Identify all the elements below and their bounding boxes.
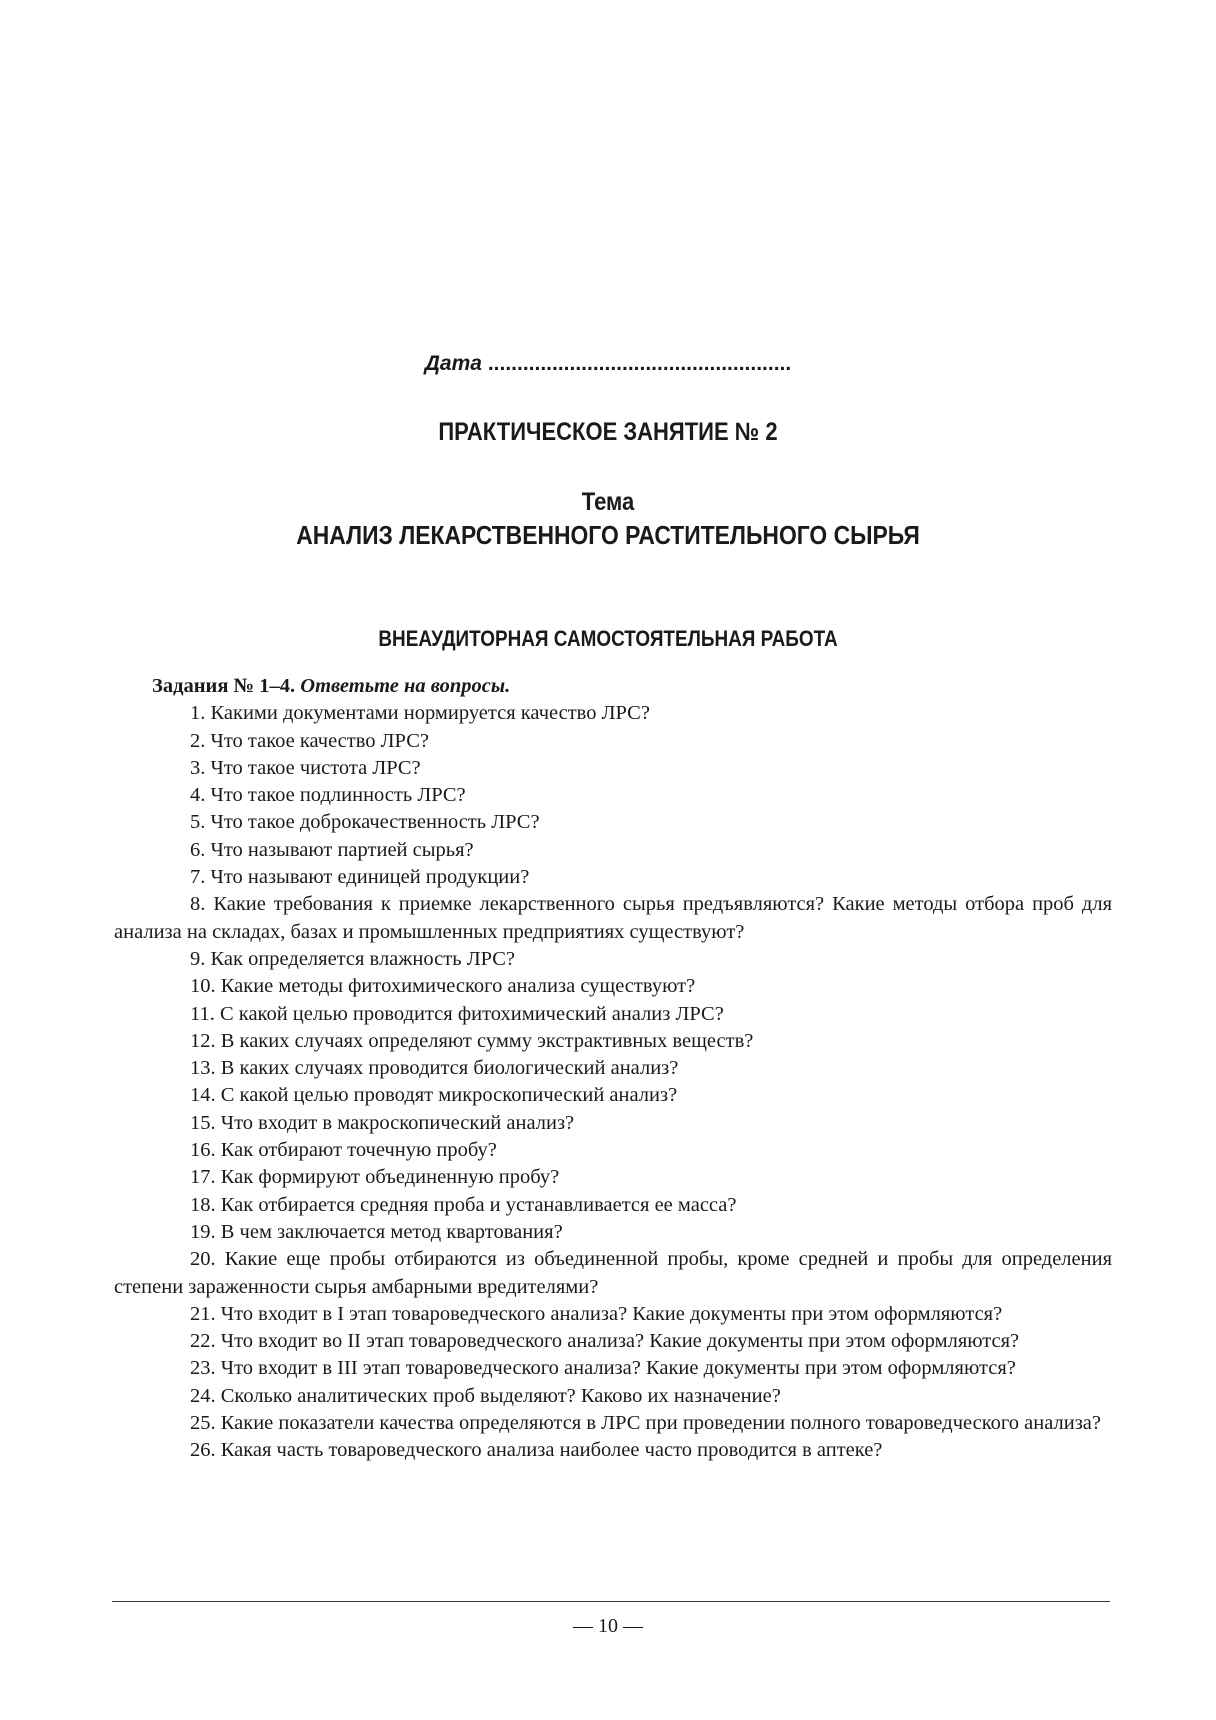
question-number: 20. bbox=[190, 1248, 216, 1271]
question-text: Что называют единицей продукции? bbox=[210, 866, 530, 889]
question-item bbox=[114, 700, 1112, 727]
question-text: С какой целью проводят микроскопический анализ? bbox=[220, 1084, 678, 1107]
question-number: 7. bbox=[190, 866, 206, 889]
question-number: 4. bbox=[190, 784, 206, 807]
question-item bbox=[114, 1082, 1112, 1109]
tasks-instruction: Ответьте на вопросы. bbox=[300, 675, 511, 697]
tasks-intro-prefix: Задания № 1–4. bbox=[152, 675, 296, 697]
practical-lesson-title: ПРАКТИЧЕСКОЕ ЗАНЯТИЕ № 2 bbox=[438, 418, 778, 446]
question-text: Как отбирается средняя проба и устанавливается ее масса? bbox=[220, 1193, 737, 1216]
question-text: Что входит в III этап товароведческого анализа? Какие документы при этом оформляются? bbox=[220, 1357, 1016, 1380]
question-number: 15. bbox=[190, 1111, 216, 1134]
question-number: 9. bbox=[190, 947, 206, 970]
question-text: Что такое качество ЛРС? bbox=[210, 729, 429, 752]
question-item bbox=[114, 1028, 1112, 1055]
question-item bbox=[114, 946, 1112, 973]
question-item bbox=[114, 1246, 1112, 1301]
question-text: Что входит в макроскопический анализ? bbox=[220, 1111, 575, 1134]
tema-label: Тема bbox=[581, 488, 635, 516]
question-number: 13. bbox=[190, 1057, 216, 1080]
question-number: 21. bbox=[190, 1302, 216, 1325]
question-text: Как определяется влажность ЛРС? bbox=[210, 947, 516, 970]
question-item bbox=[114, 1328, 1112, 1355]
date-blank: .................................................... bbox=[487, 352, 792, 375]
task-list bbox=[114, 673, 1112, 1465]
question-number: 10. bbox=[190, 975, 216, 998]
section-title: ВНЕАУДИТОРНАЯ САМОСТОЯТЕЛЬНАЯ РАБОТА bbox=[378, 626, 838, 651]
question-text: Какие требования к приемке лекарственного сырья предъявляются? Какие методы отбора проб для анализа на складах, базах и промышленных предприятиях существуют? bbox=[114, 893, 1112, 943]
question-number: 16. bbox=[190, 1139, 216, 1162]
question-text: В каких случаях проводится биологический анализ? bbox=[220, 1057, 679, 1080]
tasks-intro bbox=[114, 673, 1112, 700]
question-item bbox=[114, 1164, 1112, 1191]
question-number: 1. bbox=[190, 702, 206, 725]
question-item bbox=[114, 837, 1112, 864]
question-item bbox=[114, 1192, 1112, 1219]
question-number: 26. bbox=[190, 1439, 216, 1462]
question-number: 25. bbox=[190, 1412, 216, 1435]
question-number: 3. bbox=[190, 756, 206, 779]
footer-divider bbox=[112, 1601, 1110, 1602]
question-item bbox=[114, 1055, 1112, 1082]
question-number: 11. bbox=[190, 1002, 215, 1025]
question-number: 18. bbox=[190, 1193, 216, 1216]
question-text: Какие еще пробы отбираются из объединенной пробы, кроме средней и пробы для определения степени зараженности сырья амбарными вредителями? bbox=[114, 1248, 1113, 1298]
question-list bbox=[114, 700, 1112, 1464]
question-item bbox=[114, 864, 1112, 891]
question-text: Что такое подлинность ЛРС? bbox=[210, 784, 466, 807]
question-item bbox=[114, 782, 1112, 809]
question-text: Какими документами нормируется качество ЛРС? bbox=[210, 702, 650, 725]
question-text: В каких случаях определяют сумму экстрактивных веществ? bbox=[220, 1029, 754, 1052]
question-item bbox=[114, 891, 1112, 946]
question-text: В чем заключается метод квартования? bbox=[220, 1220, 563, 1243]
question-item bbox=[114, 1355, 1112, 1382]
question-item bbox=[114, 1001, 1112, 1028]
question-item bbox=[114, 1410, 1112, 1437]
question-text: Что такое доброкачественность ЛРС? bbox=[210, 811, 540, 834]
question-item bbox=[114, 728, 1112, 755]
question-text: Как отбирают точечную пробу? bbox=[220, 1139, 497, 1162]
question-text: Какие методы фитохимического анализа существуют? bbox=[220, 975, 696, 998]
question-item bbox=[114, 1137, 1112, 1164]
question-text: Что входит во II этап товароведческого анализа? Какие документы при этом оформляются? bbox=[220, 1330, 1020, 1353]
question-number: 12. bbox=[190, 1029, 216, 1052]
question-number: 23. bbox=[190, 1357, 216, 1380]
page-number: — 10 — bbox=[573, 1615, 643, 1637]
question-item bbox=[114, 1110, 1112, 1137]
question-text: Что называют партией сырья? bbox=[210, 838, 474, 861]
question-item bbox=[114, 1219, 1112, 1246]
question-text: С какой целью проводится фитохимический анализ ЛРС? bbox=[220, 1002, 724, 1025]
topic-title: АНАЛИЗ ЛЕКАРСТВЕННОГО РАСТИТЕЛЬНОГО СЫРЬЯ bbox=[296, 520, 920, 550]
question-text: Какая часть товароведческого анализа наиболее часто проводится в аптеке? bbox=[220, 1439, 883, 1462]
question-number: 19. bbox=[190, 1220, 216, 1243]
question-number: 14. bbox=[190, 1084, 216, 1107]
question-number: 17. bbox=[190, 1166, 216, 1189]
question-number: 8. bbox=[190, 893, 206, 916]
question-number: 5. bbox=[190, 811, 206, 834]
question-item bbox=[114, 809, 1112, 836]
question-text: Как формируют объединенную пробу? bbox=[220, 1166, 560, 1189]
question-number: 2. bbox=[190, 729, 206, 752]
question-number: 6. bbox=[190, 838, 206, 861]
date-field bbox=[0, 352, 1216, 376]
date-label: Дата bbox=[424, 352, 482, 375]
question-item bbox=[114, 755, 1112, 782]
question-text: Что входит в I этап товароведческого анализа? Какие документы при этом оформляются? bbox=[220, 1302, 1003, 1325]
question-text: Какие показатели качества определяются в ЛРС при проведении полного товароведческого анализа? bbox=[220, 1412, 1101, 1435]
question-item bbox=[114, 1437, 1112, 1464]
question-number: 22. bbox=[190, 1330, 216, 1353]
question-text: Что такое чистота ЛРС? bbox=[210, 756, 421, 779]
question-text: Сколько аналитических проб выделяют? Каково их назначение? bbox=[220, 1384, 781, 1407]
question-item bbox=[114, 1301, 1112, 1328]
question-item bbox=[114, 973, 1112, 1000]
question-number: 24. bbox=[190, 1384, 216, 1407]
question-item bbox=[114, 1383, 1112, 1410]
